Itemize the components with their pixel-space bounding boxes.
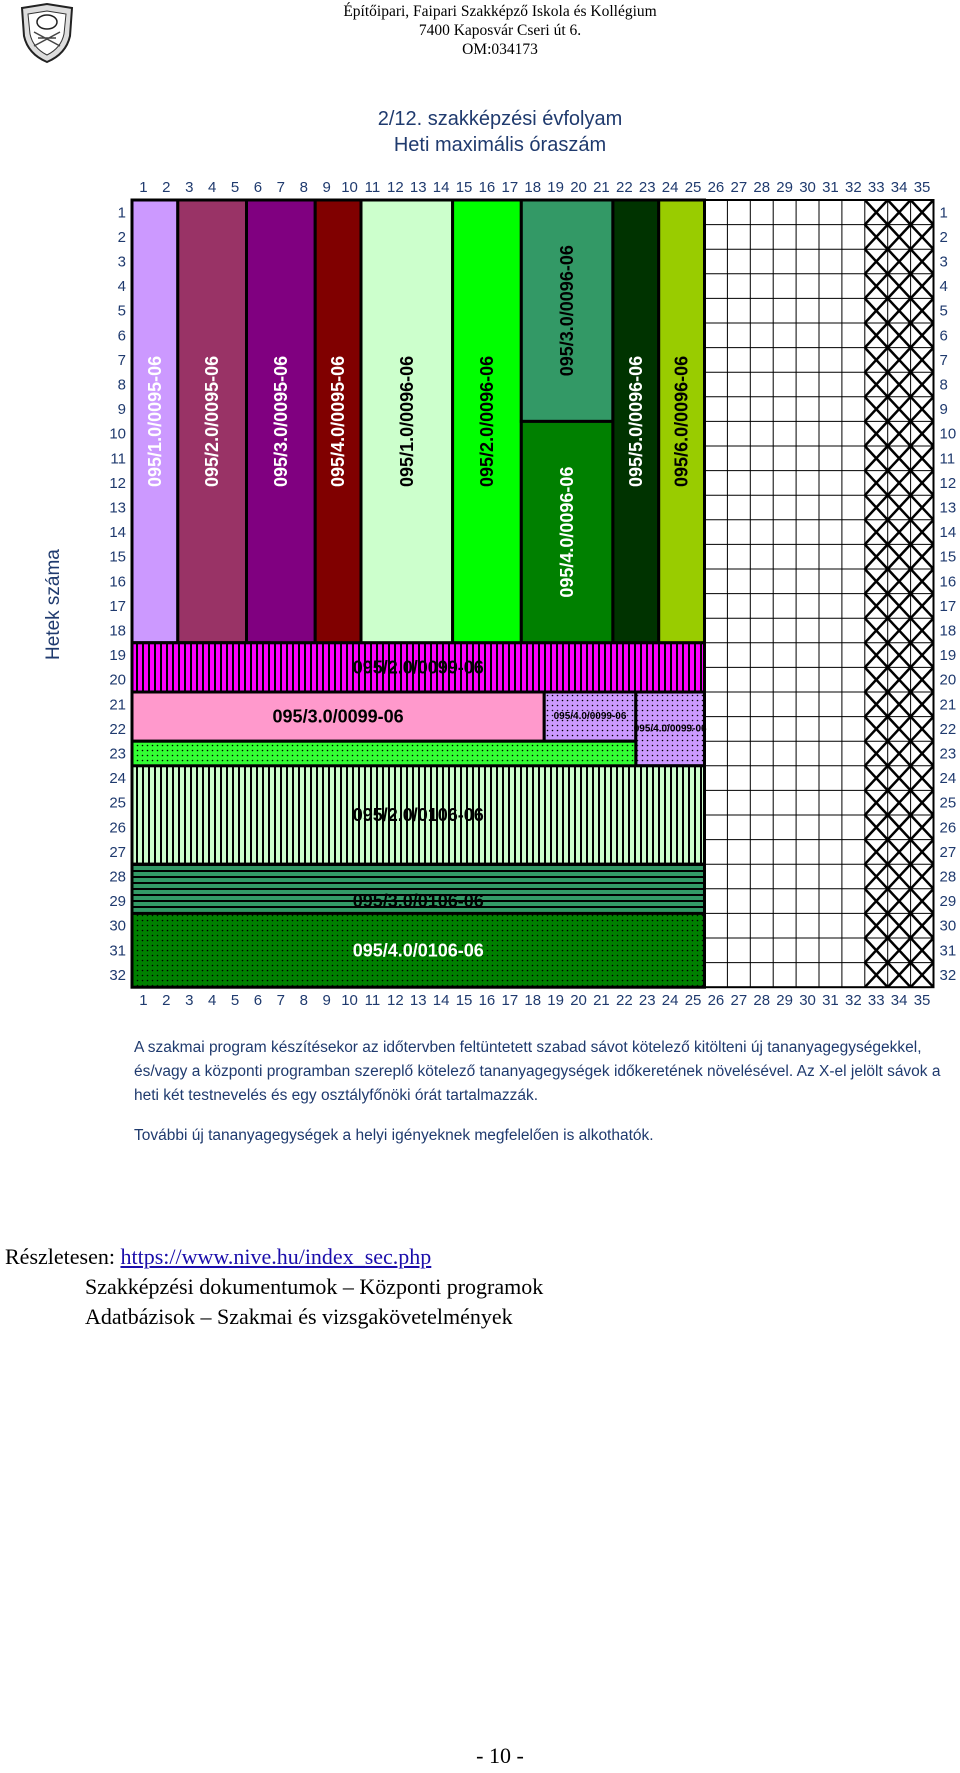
x-tick-top: 33 <box>867 179 885 196</box>
x-tick-top: 25 <box>684 179 702 196</box>
x-tick-bottom: 27 <box>730 992 748 1010</box>
y-tick-right: 21 <box>939 696 957 714</box>
x-tick-bottom: 18 <box>524 992 542 1010</box>
x-tick-bottom: 29 <box>776 992 793 1010</box>
program-note <box>134 1036 944 1148</box>
y-tick-left: 25 <box>109 794 126 812</box>
y-tick-left: 12 <box>109 474 126 492</box>
block-label: 095/3.0/0099-06 <box>272 706 404 727</box>
y-tick-right: 29 <box>939 893 957 911</box>
y-tick-left: 11 <box>110 450 126 468</box>
school-om-code: OM:034173 <box>462 41 538 58</box>
x-tick-bottom: 23 <box>638 992 656 1010</box>
x-tick-bottom: 14 <box>432 992 450 1010</box>
y-tick-left: 28 <box>109 868 126 886</box>
block-label: 095/4.0/0099-06 <box>553 711 627 723</box>
y-tick-right: 15 <box>939 548 957 566</box>
x-tick-bottom: 12 <box>387 992 404 1010</box>
y-tick-left: 10 <box>109 425 126 443</box>
y-tick-right: 11 <box>939 450 956 468</box>
x-tick-top: 26 <box>707 179 725 196</box>
school-crest-logo <box>18 2 76 64</box>
school-header <box>260 2 740 59</box>
y-tick-left: 26 <box>109 819 126 837</box>
block-label: 095/2.0/0096-06 <box>476 355 497 487</box>
y-tick-left: 7 <box>117 351 126 369</box>
details-line-1 <box>5 1242 905 1272</box>
block-label: 095/4.0/0095-06 <box>328 355 349 487</box>
y-tick-left: 32 <box>109 966 126 984</box>
y-tick-left: 24 <box>109 770 126 788</box>
x-tick-bottom: 34 <box>890 992 908 1010</box>
y-tick-right: 13 <box>939 499 957 517</box>
y-tick-left: 9 <box>117 401 126 419</box>
x-tick-top: 10 <box>341 179 358 196</box>
y-tick-left: 2 <box>117 228 126 246</box>
y-tick-left: 3 <box>117 253 126 271</box>
school-address: 7400 Kaposvár Cseri út 6. <box>418 22 582 39</box>
y-tick-right: 16 <box>939 573 957 591</box>
block-label: 095/1.0/0095-06 <box>144 355 165 487</box>
details-prefix: Részletesen: <box>5 1244 121 1269</box>
x-tick-top: 19 <box>547 179 564 196</box>
x-tick-top: 28 <box>753 179 771 196</box>
x-tick-top: 18 <box>524 179 542 196</box>
y-tick-left: 14 <box>109 524 126 542</box>
block-label: 095/3.0/0096-06 <box>557 245 578 377</box>
x-tick-top: 12 <box>387 179 404 196</box>
y-tick-left: 15 <box>109 548 126 566</box>
y-tick-left: 23 <box>109 745 126 763</box>
x-tick-top: 30 <box>799 179 816 196</box>
y-tick-right: 25 <box>939 794 957 812</box>
chart-title-line1: 2/12. szakképzési évfolyam <box>377 108 623 130</box>
y-tick-right: 10 <box>939 425 957 443</box>
x-tick-top: 1 <box>139 179 148 196</box>
x-tick-top: 31 <box>822 179 839 196</box>
details-line-2: Szakképzési dokumentumok – Központi programok <box>85 1274 544 1299</box>
note-paragraph-1: A szakmai program készítésekor az időtervben feltüntetett szabad sávot kötelező kitölteni új tananyagegységekkel, és/vagy a központi programban szereplő kötelező tananyagegységek időkeretének növelésével. Az X-el jelölt sávok a heti két testnevelés és egy osztályfőnöki órát tartalmazzák. <box>134 1039 941 1104</box>
block-label: 095/2.0/0095-06 <box>202 355 223 487</box>
y-tick-right: 12 <box>939 474 957 492</box>
block-label: 095/1.0/0096-06 <box>396 355 417 487</box>
y-tick-right: 6 <box>939 327 948 345</box>
y-tick-left: 1 <box>117 204 126 222</box>
x-tick-bottom: 22 <box>616 992 633 1010</box>
y-tick-right: 28 <box>939 868 957 886</box>
x-tick-bottom: 9 <box>322 992 331 1010</box>
x-tick-bottom: 3 <box>185 992 194 1010</box>
note-paragraph-2: További új tananyagegységek a helyi igényeknek megfelelően is alkothatók. <box>134 1127 654 1144</box>
x-tick-bottom: 28 <box>753 992 771 1010</box>
y-tick-left: 21 <box>109 696 126 714</box>
y-tick-right: 2 <box>939 228 948 246</box>
schedule-chart <box>40 168 960 1018</box>
y-tick-left: 8 <box>117 376 126 394</box>
x-tick-top: 21 <box>593 179 610 196</box>
y-tick-right: 31 <box>939 942 957 960</box>
x-tick-bottom: 26 <box>707 992 725 1010</box>
details-line-3: Adatbázisok – Szakmai és vizsgakövetelmények <box>85 1304 513 1329</box>
y-tick-right: 7 <box>939 351 948 369</box>
x-tick-top: 14 <box>432 179 450 196</box>
x-tick-bottom: 17 <box>501 992 519 1010</box>
nive-link[interactable]: https://www.nive.hu/index_sec.php <box>120 1244 432 1269</box>
y-tick-left: 19 <box>109 647 126 665</box>
y-tick-left: 20 <box>109 671 126 689</box>
y-tick-right: 3 <box>939 253 948 271</box>
y-tick-left: 27 <box>109 843 126 861</box>
x-tick-top: 11 <box>364 179 381 196</box>
x-tick-top: 15 <box>455 179 473 196</box>
y-tick-left: 16 <box>109 573 126 591</box>
block-label: 095/2.0/0106-06 <box>352 805 484 825</box>
x-tick-top: 13 <box>409 179 427 196</box>
y-axis-label: Hetek száma <box>43 549 64 660</box>
x-tick-bottom: 31 <box>822 992 839 1010</box>
y-tick-left: 18 <box>109 622 126 640</box>
chart-title <box>300 106 700 158</box>
x-tick-top: 17 <box>501 179 519 196</box>
y-tick-right: 26 <box>939 819 957 837</box>
y-tick-right: 8 <box>939 376 948 394</box>
x-tick-top: 29 <box>776 179 793 196</box>
x-tick-top: 22 <box>616 179 633 196</box>
x-tick-top: 32 <box>845 179 862 196</box>
x-tick-bottom: 20 <box>570 992 587 1010</box>
x-tick-bottom: 21 <box>593 992 610 1010</box>
x-tick-bottom: 6 <box>253 992 263 1010</box>
x-tick-bottom: 15 <box>455 992 473 1010</box>
y-tick-right: 27 <box>939 843 957 861</box>
y-tick-left: 5 <box>117 302 126 320</box>
block-label: 095/4.0/0096-06 <box>557 466 578 598</box>
x-tick-top: 6 <box>253 179 263 196</box>
y-tick-right: 20 <box>939 671 957 689</box>
school-name: Építőipari, Faipari Szakképző Iskola és Kollégium <box>343 3 657 20</box>
x-tick-bottom: 35 <box>913 992 931 1010</box>
x-tick-bottom: 16 <box>478 992 496 1010</box>
y-tick-left: 17 <box>109 597 126 615</box>
x-tick-top: 3 <box>185 179 194 196</box>
x-tick-top: 9 <box>322 179 331 196</box>
y-tick-right: 5 <box>939 302 948 320</box>
x-tick-top: 8 <box>299 179 308 196</box>
block-label: 095/4.0/0099-06 <box>633 723 707 735</box>
x-tick-bottom: 33 <box>867 992 885 1010</box>
details-section <box>5 1242 905 1332</box>
x-tick-top: 24 <box>661 179 679 196</box>
y-tick-right: 18 <box>939 622 957 640</box>
block-label: 095/2.0/0099-06 <box>352 657 484 678</box>
y-tick-right: 24 <box>939 770 957 788</box>
y-tick-right: 14 <box>939 524 957 542</box>
x-tick-bottom: 10 <box>341 992 358 1010</box>
x-tick-bottom: 32 <box>845 992 862 1010</box>
y-tick-right: 32 <box>939 966 957 984</box>
x-tick-top: 20 <box>570 179 587 196</box>
x-tick-top: 4 <box>207 179 217 196</box>
y-tick-right: 19 <box>939 647 957 665</box>
y-tick-left: 6 <box>117 327 126 345</box>
y-tick-left: 22 <box>109 720 126 738</box>
x-tick-top: 34 <box>890 179 908 196</box>
x-tick-bottom: 4 <box>207 992 217 1010</box>
block-label: 095/3.0/0095-06 <box>270 355 291 487</box>
x-tick-bottom: 24 <box>661 992 679 1010</box>
x-tick-bottom: 2 <box>162 992 171 1010</box>
y-tick-left: 30 <box>109 917 126 935</box>
x-tick-bottom: 1 <box>139 992 148 1010</box>
y-tick-left: 31 <box>109 942 126 960</box>
y-tick-right: 4 <box>939 278 948 296</box>
x-tick-top: 23 <box>638 179 656 196</box>
block-label: 095/4.0/0106-06 <box>352 940 484 961</box>
x-tick-bottom: 8 <box>299 992 308 1010</box>
chart-title-line2: Heti maximális óraszám <box>393 134 607 156</box>
schedule-chart-svg <box>40 168 960 1018</box>
y-tick-left: 4 <box>117 278 126 296</box>
y-tick-left: 13 <box>109 499 126 517</box>
block-label: 095/3.0/0106-06 <box>352 891 484 912</box>
y-tick-right: 1 <box>939 204 948 222</box>
x-tick-top: 7 <box>276 179 286 196</box>
y-tick-right: 22 <box>939 720 957 738</box>
block-label: 095/6.0/0096-06 <box>671 355 692 487</box>
x-tick-top: 16 <box>478 179 496 196</box>
y-tick-right: 23 <box>939 745 957 763</box>
y-tick-right: 9 <box>939 401 948 419</box>
x-tick-top: 5 <box>230 179 240 196</box>
y-tick-right: 30 <box>939 917 957 935</box>
x-tick-bottom: 5 <box>230 992 240 1010</box>
x-tick-bottom: 13 <box>409 992 427 1010</box>
y-tick-right: 17 <box>939 597 957 615</box>
page-number: - 10 - <box>476 1743 524 1768</box>
x-tick-top: 27 <box>730 179 748 196</box>
x-tick-top: 35 <box>913 179 931 196</box>
y-tick-left: 29 <box>109 893 126 911</box>
x-tick-bottom: 7 <box>276 992 286 1010</box>
x-tick-bottom: 11 <box>364 992 381 1010</box>
x-tick-top: 2 <box>162 179 171 196</box>
x-tick-bottom: 19 <box>547 992 564 1010</box>
x-tick-bottom: 25 <box>684 992 702 1010</box>
x-tick-bottom: 30 <box>799 992 816 1010</box>
block-label: 095/5.0/0096-06 <box>625 355 646 487</box>
